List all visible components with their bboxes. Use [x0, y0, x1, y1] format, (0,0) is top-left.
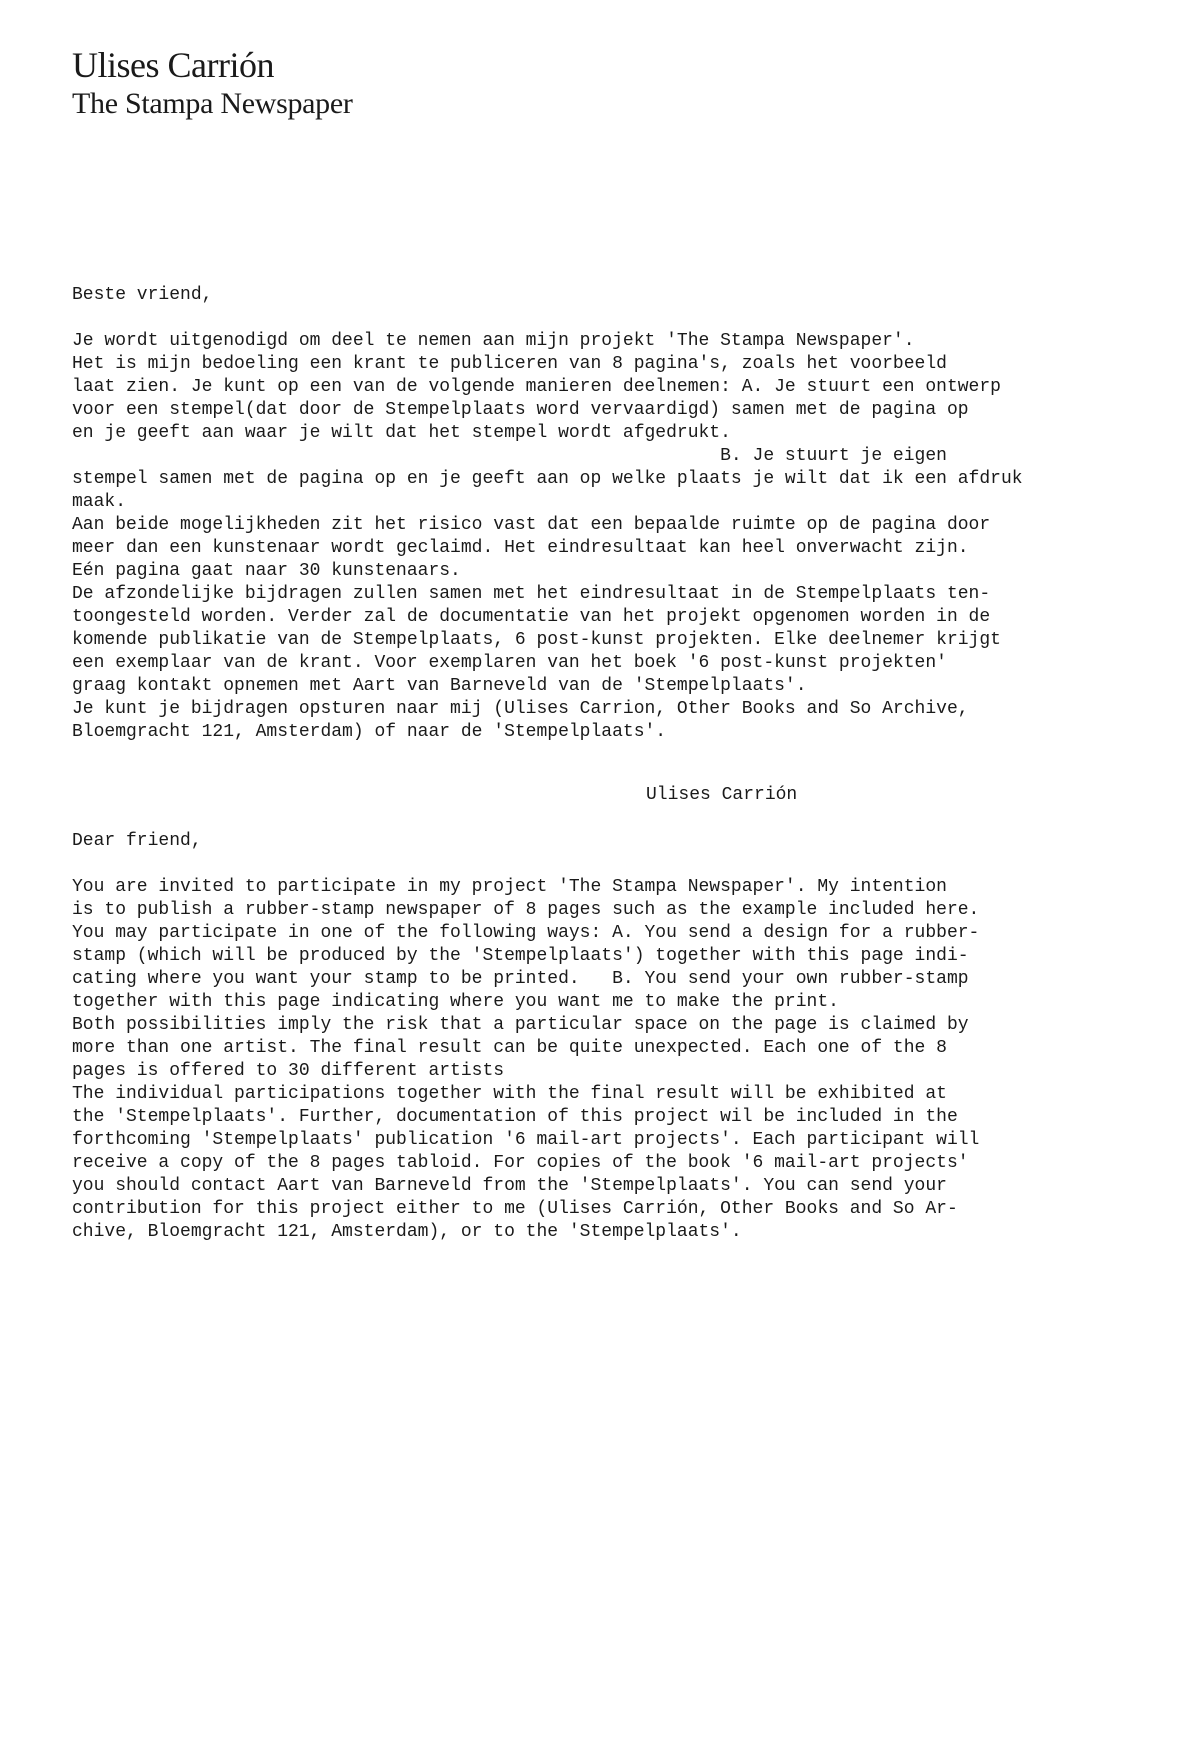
- letter-line: Eén pagina gaat naar 30 kunstenaars.: [72, 561, 461, 581]
- letter-line: B. Je stuurt je eigen: [72, 446, 947, 466]
- dutch-letter: [72, 284, 1112, 744]
- letter-line: De afzondelijke bijdragen zullen samen met het eindresultaat in de Stempelplaats ten-: [72, 584, 991, 604]
- letter-line: more than one artist. The final result can be quite unexpected. Each one of the 8: [72, 1038, 947, 1058]
- salutation: Dear friend,: [72, 831, 202, 851]
- document-header: [72, 44, 353, 122]
- letter-line: is to publish a rubber-stamp newspaper of 8 pages such as the example included here.: [72, 900, 980, 920]
- letter-line: meer dan een kunstenaar wordt geclaimd. Het eindresultaat kan heel onverwacht zijn.: [72, 538, 969, 558]
- letter-line: een exemplaar van de krant. Voor exemplaren van het boek '6 post-kunst projekten': [72, 653, 947, 673]
- letter-line: The individual participations together with the final result will be exhibited at: [72, 1084, 947, 1104]
- letter-line: graag kontakt opnemen met Aart van Barneveld van de 'Stempelplaats'.: [72, 676, 807, 696]
- letter-line: You are invited to participate in my project 'The Stampa Newspaper'. My intention: [72, 877, 947, 897]
- letter-line: you should contact Aart van Barneveld from the 'Stempelplaats'. You can send your: [72, 1176, 947, 1196]
- letter-line: maak.: [72, 492, 127, 512]
- letter-line: Both possibilities imply the risk that a particular space on the page is claimed by: [72, 1015, 969, 1035]
- author-name: Ulises Carrión: [72, 45, 274, 85]
- letter-line: Je wordt uitgenodigd om deel te nemen aan mijn projekt 'The Stampa Newspaper'.: [72, 331, 915, 351]
- letter-line: pages is offered to 30 different artists: [72, 1061, 505, 1081]
- letter-line: en je geeft aan waar je wilt dat het stempel wordt afgedrukt.: [72, 423, 731, 443]
- letter-line: stempel samen met de pagina op en je geeft aan op welke plaats je wilt dat ik een afdruk: [72, 469, 1023, 489]
- letter-line: receive a copy of the 8 pages tabloid. For copies of the book '6 mail-art projects': [72, 1153, 969, 1173]
- letter-line: You may participate in one of the following ways: A. You send a design for a rubber-: [72, 923, 980, 943]
- letter-line: chive, Bloemgracht 121, Amsterdam), or to the 'Stempelplaats'.: [72, 1222, 742, 1242]
- letter-line: cating where you want your stamp to be printed. B. You send your own rubber-stamp: [72, 969, 969, 989]
- letter-line: together with this page indicating where you want me to make the print.: [72, 992, 839, 1012]
- letter-line: the 'Stempelplaats'. Further, documentation of this project wil be included in the: [72, 1107, 958, 1127]
- letter-line: Het is mijn bedoeling een krant te publiceren van 8 pagina's, zoals het voorbeeld: [72, 354, 947, 374]
- letter-line: Aan beide mogelijkheden zit het risico vast dat een bepaalde ruimte op de pagina door: [72, 515, 991, 535]
- english-letter: [72, 830, 1112, 1244]
- letter-line: Bloemgracht 121, Amsterdam) of naar de 'Stempelplaats'.: [72, 722, 667, 742]
- letter-line: forthcoming 'Stempelplaats' publication '6 mail-art projects'. Each participant will: [72, 1130, 980, 1150]
- letter-line: contribution for this project either to me (Ulises Carrión, Other Books and So Ar-: [72, 1199, 958, 1219]
- letter-line: toongesteld worden. Verder zal de documentatie van het projekt opgenomen worden in de: [72, 607, 991, 627]
- letter-line: stamp (which will be produced by the 'Stempelplaats') together with this page indi-: [72, 946, 969, 966]
- letter-line: komende publikatie van de Stempelplaats, 6 post-kunst projekten. Elke deelnemer krijgt: [72, 630, 1001, 650]
- letter-line: laat zien. Je kunt op een van de volgende manieren deelnemen: A. Je stuurt een ontwerp: [72, 377, 1001, 397]
- letter-line: voor een stempel(dat door de Stempelplaats word vervaardigd) samen met de pagina op: [72, 400, 969, 420]
- letter-line: Je kunt je bijdragen opsturen naar mij (Ulises Carrion, Other Books and So Archive,: [72, 699, 969, 719]
- document-title: The Stampa Newspaper: [72, 87, 353, 120]
- signature: Ulises Carrión: [646, 785, 798, 805]
- salutation: Beste vriend,: [72, 285, 213, 305]
